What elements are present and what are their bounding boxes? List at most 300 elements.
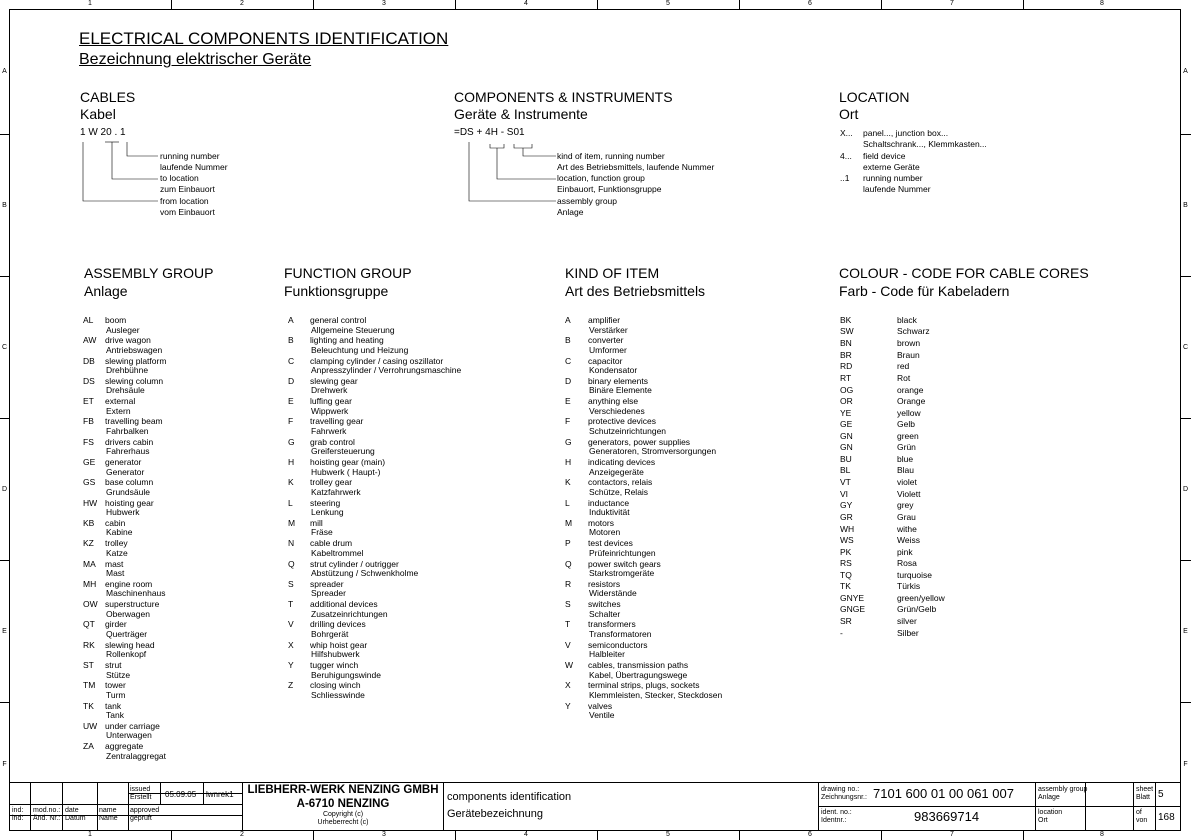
item-code: Q [565,558,572,569]
item-name-en: hoisting gear (main) [310,457,386,468]
page-title: ELECTRICAL COMPONENTS IDENTIFICATION [79,29,449,48]
assembly-list-item [83,457,273,477]
colour-name: green/yellow [897,593,945,604]
item-name-en: hoisting gear [105,497,154,508]
colour-code: GN [840,442,853,453]
item-name-en: drivers cabin [105,436,154,447]
colour-name: Braun [897,349,920,360]
assembly-list-item [83,518,273,538]
colour-code: GY [840,500,853,511]
item-code: L [565,497,570,508]
item-name-de: Spreader [311,588,346,599]
colour-name: Rosa [897,558,917,569]
item-name-de: Schutzeinrichtungen [589,425,667,436]
ruler-col: 2 [240,831,244,838]
item-code: TK [83,700,94,711]
components-title: COMPONENTS & INSTRUMENTS [454,89,673,105]
item-name-de: Transformatoren [589,628,652,639]
item-name-en: semiconductors [588,639,648,650]
ident-no-label: ident. no.: Identnr.: [821,809,852,824]
ruler-tick [1181,276,1191,277]
colour-name: Türkis [897,581,921,592]
assembly-list-item [83,356,273,376]
components-legend-item: assembly group Anlage [557,196,618,217]
item-name-en: motors [588,517,614,528]
ruler-tick [1181,560,1191,561]
colour-code: BL [840,465,851,476]
ruler-tick [1181,702,1191,703]
item-code: ET [83,396,94,407]
cables-legend-item: to location zum Einbauort [160,173,215,194]
ruler-col: 7 [950,0,954,7]
ruler-row: D [1,486,8,493]
location-subtitle: Ort [839,106,859,122]
item-name-en: trolley [105,538,128,549]
function-list-item [288,335,558,355]
item-name-en: travelling beam [105,416,163,427]
colour-list-item [840,547,1040,558]
assembly-list-item [83,376,273,396]
item-name-de: Widerstände [589,588,637,599]
item-code: F [288,416,294,427]
sheet-label: sheet Blatt [1136,786,1154,801]
item-name-en: protective devices [588,416,657,427]
item-code: R [565,578,572,589]
location-label: location Ort [1038,809,1063,824]
kind-list-item [565,701,825,721]
tb-issued: issued Erstellt [130,786,152,801]
kind-list-item [565,640,825,660]
colour-name: orange [897,384,924,395]
item-name-de: Zusatzeinrichtungen [311,608,388,619]
colour-list-item [840,581,1040,592]
item-code: TM [83,680,96,691]
function-list-item [288,437,558,457]
item-name-de: Motoren [589,527,621,538]
assembly-list-item [83,741,273,761]
function-list-item [288,538,558,558]
item-code: KZ [83,538,94,549]
item-name-de: Stütze [106,669,131,680]
item-name-de: Turm [106,689,126,700]
ruler-tick [0,276,9,277]
ruler-col: 1 [88,831,92,838]
kind-title: KIND OF ITEM [565,265,660,281]
colour-list-item [840,373,1040,384]
ruler-right [1181,9,1190,831]
colour-list-item [840,558,1040,569]
item-name-en: slewing platform [105,355,167,366]
item-name-en: contactors, relais [588,477,653,488]
item-code: DS [83,375,95,386]
colour-name: violet [897,477,917,488]
function-subtitle: Funktionsgruppe [284,283,389,299]
colour-name: grey [897,500,914,511]
company-name: LIEBHERR-WERK NENZING GMBH [247,784,439,796]
ruler-row: F [1183,761,1188,768]
colour-name: Violett [897,488,921,499]
ruler-col: 6 [808,0,812,7]
item-name-en: base column [105,477,154,488]
colour-code: OR [840,395,853,406]
titleblock-line [1035,782,1036,831]
cables-title: CABLES [80,89,136,105]
function-list-item [288,518,558,538]
item-name-de: Fahrbalken [106,425,149,436]
item-name-en: travelling gear [310,416,364,427]
item-name-en: drive wagon [105,335,151,346]
colour-code: TQ [840,569,852,580]
item-code: V [288,619,294,630]
colour-code: GN [840,430,853,441]
item-code: D [288,375,295,386]
item-code: Y [565,700,571,711]
cables-legend-item: running number laufende Nummer [160,151,228,172]
page-subtitle: Bezeichnung elektrischer Geräte [79,51,312,68]
item-name-de: Beleuchtung und Heizung [311,344,409,355]
item-name-en: whip hoist gear [310,639,368,650]
assembly-list-item [83,538,273,558]
description-en: components identification [447,791,572,803]
titleblock-line [62,782,63,831]
item-code: X [288,639,294,650]
kind-list-item [565,498,825,518]
item-name-de: Hilfshubwerk [311,649,360,660]
item-code: S [288,578,294,589]
item-name-en: tower [105,680,126,691]
colour-list-item [840,628,1040,639]
item-name-de: Ventile [589,710,615,721]
assembly-list-item [83,477,273,497]
item-name-de: Wippwerk [311,405,349,416]
item-name-de: Kabeltrommel [311,547,364,558]
function-list-item [288,356,558,376]
item-name-en: valves [588,700,613,711]
colour-list-item [840,361,1040,372]
copyright: Copyright (c) [322,811,364,818]
item-name-en: additional devices [310,599,378,610]
ruler-col: 7 [950,831,954,838]
sheet-total: 168 [1158,812,1175,823]
ruler-tick [455,831,456,840]
colour-list-item [840,454,1040,465]
item-code: FB [83,416,94,427]
item-code: M [565,517,573,528]
colour-list-item [840,570,1040,581]
item-name-en: clamping cylinder / casing oszillator [310,355,444,366]
drawing-number: 7101 600 01 00 061 007 [873,786,1014,801]
ruler-row: A [1183,68,1188,75]
item-code: A [288,315,294,325]
kind-subtitle: Art des Betriebsmittels [565,283,706,299]
item-code: T [288,599,294,610]
item-name-de: Verstärker [589,324,628,335]
ruler-tick [0,702,9,703]
colour-code: WS [840,534,854,545]
colour-name: brown [897,338,921,349]
colour-list-item [840,442,1040,453]
of-label: of von [1136,809,1148,824]
item-name-en: mast [105,558,124,569]
kind-list-item [565,356,825,376]
item-name-en: power switch gears [588,558,661,569]
kind-list-item [565,477,825,497]
item-name-en: mill [310,517,323,528]
item-name-en: grab control [310,436,355,447]
item-code: W [565,660,574,671]
titleblock-line [97,782,98,831]
kind-list-item [565,335,825,355]
colour-list-item [840,338,1040,349]
item-name-en: slewing column [105,375,164,386]
item-name-de: Katze [106,547,128,558]
item-code: H [565,457,572,468]
titleblock-line [9,804,242,805]
ruler-tick [881,831,882,840]
item-name-de: Fahrwerk [311,425,347,436]
function-list-item [288,457,558,477]
colour-code: GNGE [840,604,866,615]
kind-list-item [565,619,825,639]
function-list-item [288,640,558,660]
colour-code: GNYE [840,593,865,604]
item-name-en: general control [310,315,367,325]
assembly-list-item [83,579,273,599]
item-name-en: switches [588,599,621,610]
kind-list-item [565,457,825,477]
ruler-tick [739,0,740,9]
item-code: HW [83,497,98,508]
item-code: D [565,375,572,386]
item-name-en: external [105,396,136,407]
kind-list-item [565,437,825,457]
item-name-de: Allgemeine Steuerung [311,324,395,335]
ruler-row: C [1,344,8,351]
item-name-de: Ausleger [106,324,140,335]
item-name-de: Umformer [589,344,627,355]
item-code: F [565,416,571,427]
ruler-col: 4 [524,0,528,7]
item-name-de: Maschinenhaus [106,588,166,599]
assembly-list-item [83,640,273,660]
colour-code: WH [840,523,855,534]
item-code: N [288,538,295,549]
item-name-en: generators, power supplies [588,436,691,447]
components-code: =DS + 4H - S01 [454,127,525,138]
function-list-item [288,396,558,416]
colour-list-item [840,489,1040,500]
item-name-en: girder [105,619,127,630]
colour-code: VI [840,488,849,499]
assembly-list-item [83,437,273,457]
item-name-de: Hubwerk [106,507,140,518]
item-code: H [288,457,295,468]
colour-code: - [840,627,843,638]
item-code: MH [83,578,97,589]
item-name-de: Fahrerhaus [106,446,150,457]
item-name-de: Kondensator [589,365,638,376]
colour-list-item [840,593,1040,604]
ruler-col: 1 [88,0,92,7]
ruler-top [9,0,1181,9]
item-code: AW [83,335,97,346]
colour-name: Weiss [897,534,920,545]
colour-list-item [840,431,1040,442]
kind-list-item [565,315,825,335]
function-list-item [288,559,558,579]
assembly-list-item [83,416,273,436]
item-name-en: strut cylinder / outrigger [310,558,399,569]
item-name-en: lighting and heating [310,335,384,346]
colour-code: PK [840,546,852,557]
assembly-list-item [83,396,273,416]
item-name-de: Schalter [589,608,621,619]
colour-list-item [840,326,1040,337]
item-name-de: Hubwerk ( Haupt-) [311,466,381,477]
colour-code: RS [840,558,852,569]
colour-name: yellow [897,407,921,418]
item-name-de: Querträger [106,628,148,639]
colour-code: YE [840,407,852,418]
item-code: S [565,599,571,610]
function-list [288,315,558,701]
function-list-item [288,579,558,599]
item-name-de: Antriebswagen [106,344,163,355]
ruler-row: C [1182,344,1189,351]
colour-list-item [840,396,1040,407]
titleblock-line [128,782,129,831]
ruler-row: F [2,761,7,768]
item-name-en: engine room [105,578,153,589]
item-code: Z [288,680,294,691]
item-name-de: Schütze, Relais [589,486,649,497]
item-name-en: resistors [588,578,621,589]
colour-list-item [840,604,1040,615]
colour-code: BN [840,338,852,349]
kind-list-item [565,518,825,538]
colour-code: BR [840,349,852,360]
item-name-de: Grundsäule [106,486,150,497]
kind-list-item [565,396,825,416]
ruler-tick [0,418,9,419]
item-name-en: converter [588,335,624,346]
drawing-no-label: drawing no.: Zeichnungsnr.: [821,786,867,801]
item-name-de: Kabel, Übertragungswege [589,669,688,680]
item-name-en: drilling devices [310,619,366,630]
ruler-tick [597,0,598,9]
assembly-list-item [83,619,273,639]
item-name-en: spreader [310,578,344,589]
kind-list-item [565,538,825,558]
item-name-de: Schliesswinde [311,689,365,700]
assembly-group-label: assembly group Anlage [1038,786,1088,801]
colour-subtitle: Farb - Code für Kabeladern [839,283,1010,299]
ruler-tick [1023,0,1024,9]
ruler-row: E [2,628,7,635]
kind-list-item [565,579,825,599]
item-name-de: Rollenkopf [106,649,147,660]
ruler-tick [171,0,172,9]
colour-name: turquoise [897,569,932,580]
titleblock-border [9,782,1181,783]
item-code: K [565,477,571,488]
item-name-en: cable drum [310,538,353,549]
ruler-tick [1181,134,1191,135]
tb-name: name Name [99,807,118,822]
function-list-item [288,660,558,680]
item-name-en: under carriage [105,720,160,731]
colour-list-item [840,419,1040,430]
item-code: FS [83,436,94,447]
function-list-item [288,680,558,700]
company-address: A-6710 NENZING [296,798,390,810]
ruler-col: 2 [240,0,244,7]
tb-approved: approved geprüft [130,807,160,822]
ruler-col: 3 [382,831,386,838]
item-name-en: terminal strips, plugs, sockets [588,680,700,691]
colour-list-item [840,535,1040,546]
colour-name: Schwarz [897,326,930,337]
item-name-de: Halbleiter [589,649,625,660]
item-name-de: Fräse [311,527,333,538]
colour-name: Grün/Gelb [897,604,937,615]
tb-issuer: lwnrek1 [206,790,234,799]
ruler-tick [455,0,456,9]
function-list-item [288,619,558,639]
item-code: Q [288,558,295,569]
components-subtitle: Geräte & Instrumente [454,106,588,122]
item-name-de: Starkstromgeräte [589,568,655,579]
kind-list-item [565,660,825,680]
item-name-de: Oberwagen [106,608,150,619]
item-code: OW [83,599,98,610]
item-code: B [565,335,571,346]
assembly-subtitle: Anlage [84,283,128,299]
colour-list-item [840,477,1040,488]
assembly-list-item [83,335,273,355]
item-name-en: inductance [588,497,630,508]
colour-list-item [840,616,1040,627]
titleblock-line [1133,782,1134,831]
colour-name: Grün [897,442,916,453]
ruler-row: A [2,68,7,75]
item-name-en: boom [105,315,127,325]
tb-issue-date: 05.09.05 [165,790,197,799]
item-name-en: capacitor [588,355,623,366]
colour-code: GE [840,419,853,430]
item-code: Y [288,660,294,671]
item-code: X [565,680,571,691]
item-code: T [565,619,571,630]
ruler-tick [0,134,9,135]
item-code: G [288,436,295,447]
colour-list-item [840,385,1040,396]
assembly-list-item [83,701,273,721]
titleblock-line [160,782,161,804]
function-list-item [288,599,558,619]
item-name-de: Prüfeinrichtungen [589,547,656,558]
kind-list-item [565,680,825,700]
item-name-de: Katzfahrwerk [311,486,361,497]
item-name-de: Binäre Elemente [589,385,652,396]
item-name-en: cables, transmission paths [588,660,689,671]
item-code: RK [83,639,95,650]
item-code: GE [83,457,96,468]
assembly-list-item [83,721,273,741]
cables-subtitle: Kabel [80,106,116,122]
item-code: E [288,396,294,407]
item-name-de: Mast [106,568,125,579]
